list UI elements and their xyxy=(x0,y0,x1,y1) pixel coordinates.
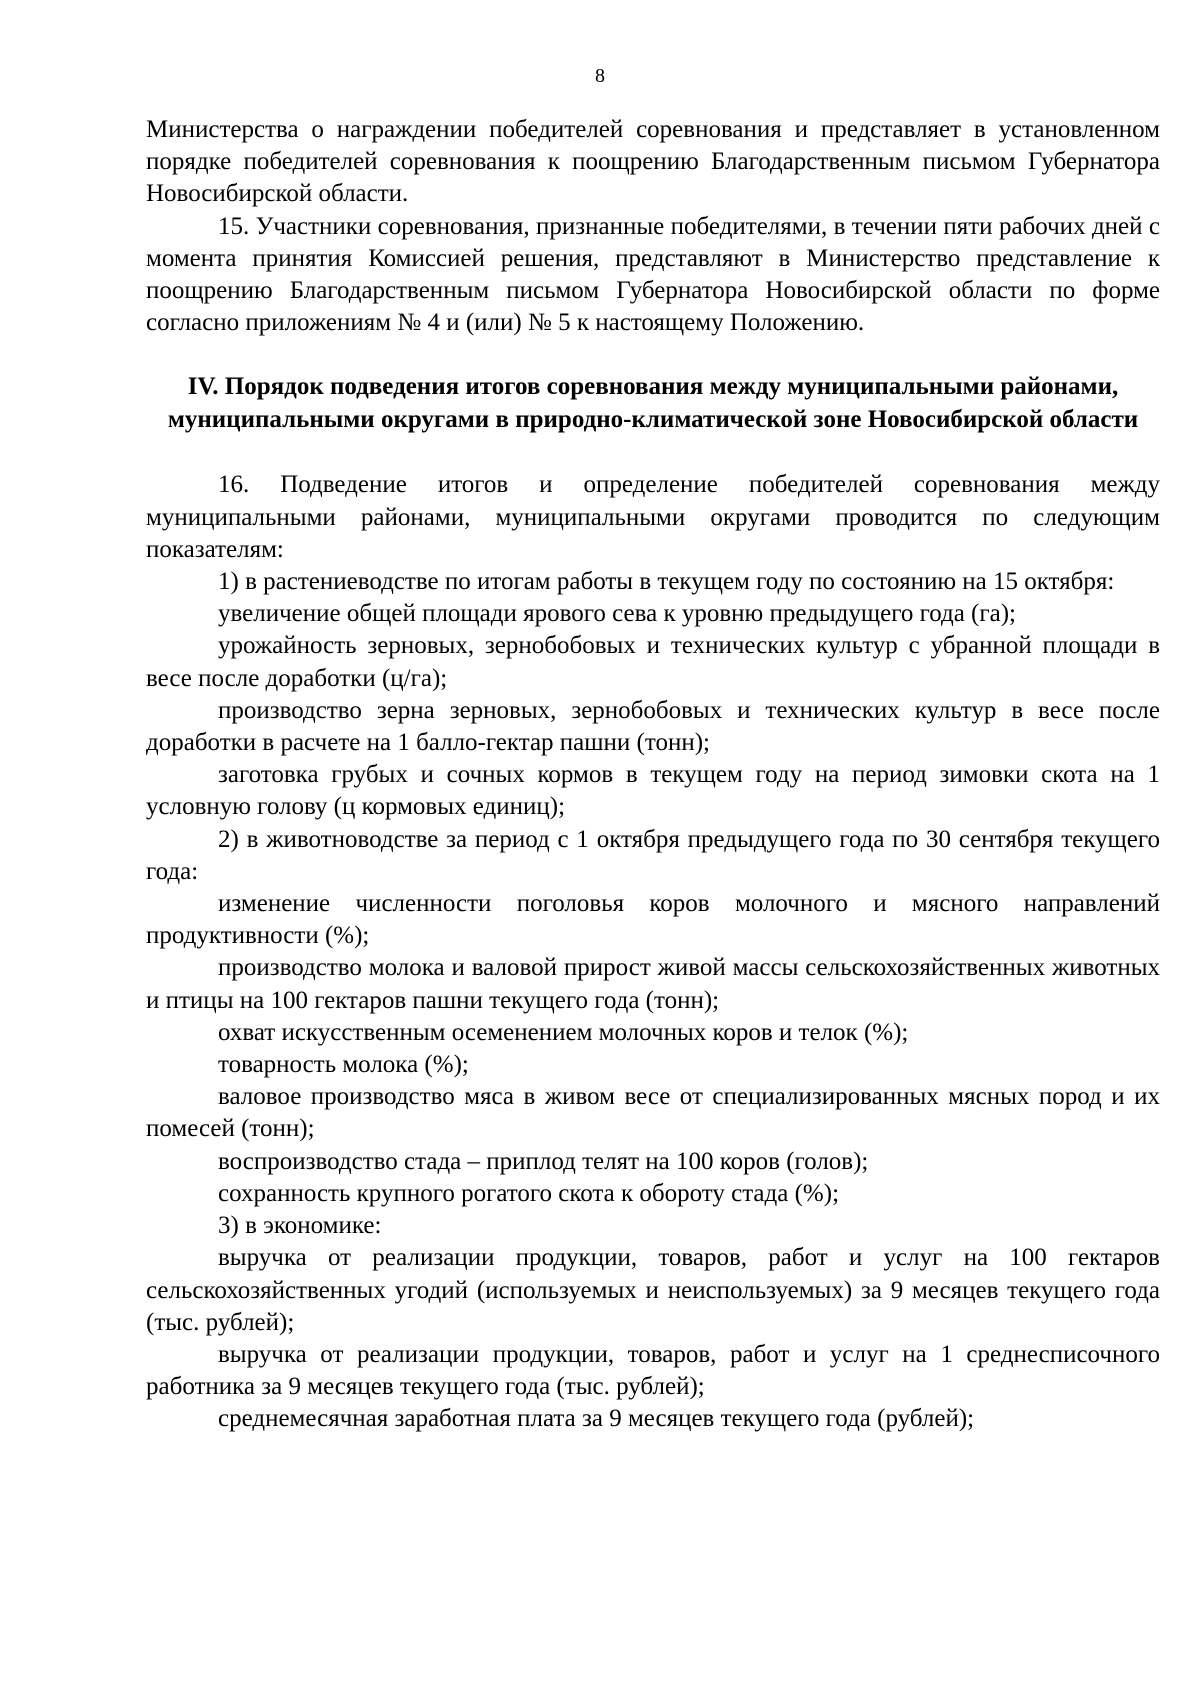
list-item: увеличение общей площади ярового сева к уровню предыдущего года (га); xyxy=(218,600,1016,628)
list-item: производство молока и валовой прирост живой массы сельскохозяйственных животных и птицы на 100 гектаров пашни текущего года (тонн); xyxy=(146,954,1160,1014)
document-body xyxy=(146,114,1160,1436)
list-item-crop-production: 1) в растениеводстве по итогам работы в текущем году по состоянию на 15 октября: xyxy=(218,568,1115,596)
section-heading: IV. Порядок подведения итогов соревнования между муниципальными районами, муниципальными округами в природно-климатической зоне Новосибирской области xyxy=(167,373,1139,433)
list-item: производство зерна зерновых, зернобобовых и технических культур в весе после доработки в расчете на 1 балло-гектар пашни (тонн); xyxy=(146,696,1160,757)
paragraph-continuation: Министерства о награждении победителей соревнования и представляет в установленном порядке победителей соревнования к поощрению Благодарственным письмом Губернатора Новосибирской области. xyxy=(146,116,1160,208)
list-item: заготовка грубых и сочных кормов в текущем году на период зимовки скота на 1 условную голову (ц кормовых единиц); xyxy=(146,761,1160,821)
list-item: выручка от реализации продукции, товаров, работ и услуг на 1 среднесписочного работника за 9 месяцев текущего года (тыс. рублей); xyxy=(146,1340,1160,1401)
list-item: валовое производство мяса в живом весе от специализированных мясных пород и их помесей (тонн); xyxy=(146,1083,1160,1143)
list-item: воспроизводство стада – приплод телят на 100 коров (голов); xyxy=(218,1147,869,1175)
paragraph-15: 15. Участники соревнования, признанные победителями, в течении пяти рабочих дней с момента принятия Комиссией решения, представляют в Министерство представление к поощрению Благодарственным письмом Губернатора Новосибирской области по форме согласно приложениям № 4 и (или) № 5 к настоящему Положению. xyxy=(146,212,1160,337)
list-item: изменение численности поголовья коров молочного и мясного направлений продуктивности (%); xyxy=(146,890,1160,950)
list-item: охват искусственным осеменением молочных коров и телок (%); xyxy=(218,1018,909,1046)
list-item-livestock: 2) в животноводстве за период с 1 октября предыдущего года по 30 сентября текущего года: xyxy=(146,825,1160,885)
list-item: выручка от реализации продукции, товаров, работ и услуг на 100 гектаров сельскохозяйственных угодий (используемых и неиспользуемых) за 9 месяцев текущего года (тыс. рублей); xyxy=(146,1244,1160,1336)
list-item: урожайность зерновых, зернобобовых и технических культур с убранной площади в весе после доработки (ц/га); xyxy=(146,632,1160,692)
list-item: среднемесячная заработная плата за 9 месяцев текущего года (рублей); xyxy=(218,1405,975,1433)
list-item: сохранность крупного рогатого скота к обороту стада (%); xyxy=(218,1179,840,1207)
paragraph-16: 16. Подведение итогов и определение победителей соревнования между муниципальными районами, муниципальными округами проводится по следующим показателям: xyxy=(146,471,1160,563)
page-number: 8 xyxy=(595,65,605,87)
list-item-economy: 3) в экономике: xyxy=(218,1212,382,1240)
list-item: товарность молока (%); xyxy=(218,1051,469,1079)
